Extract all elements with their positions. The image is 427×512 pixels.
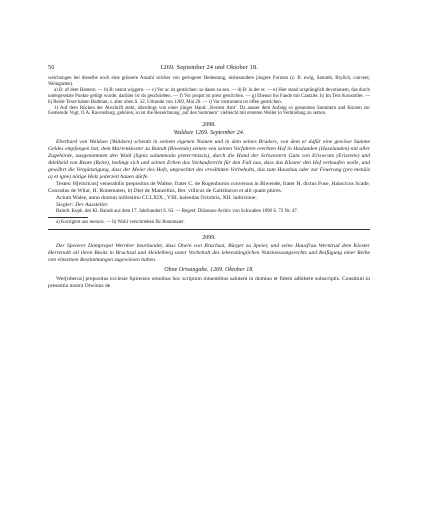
sigler-line-2098 <box>48 202 370 209</box>
dateline-2098: Waldsee 1269. September 24. <box>173 130 245 137</box>
section-divider <box>48 229 370 230</box>
sigler-label: Siegler: <box>56 202 74 209</box>
actum-2098: Actum Walse, anno domini millesimo CCLXIX., VIII. kalendas Octobris, XII. indictione. <box>56 195 257 202</box>
dateline-2099: Ohne Ortsangabe. 1269. Oktober 18. <box>164 267 254 274</box>
running-title: 1269. September 24 und Oktober 18. <box>159 64 258 71</box>
footnote-continuation: weichungen bei dieselbe noch eine grössere Anzahl solcher von geringerer Bedeutung, insbesondere jüngere Formen (z. B. ewig, Sarumb, Brylich, convent, Weingarten). <box>48 76 370 87</box>
page-body <box>48 76 370 290</box>
footnote-numbered: 1) Auf dem Rücken der Abschrift steht, allerdings von einer jünger Hand: ‚Kerrest Amt‘. Da ausser dem Anfang so genannten Summern und Kurzen zur Gemeinde Vogt, O.A. Ravensburg, gehören, so ist die Bezeichnung ‚auf den Summern‘ vielleicht mit ersteren Weiler in Verbindung zu setzen. <box>48 105 370 117</box>
running-header <box>48 64 370 74</box>
regest-2099: Der Speierer Dompropst Wernher beurkundet, dass Otwin von Bruchsal, Bürger zu Speier, und seine Hausfrau Werntrud dem Kloster Herrenalb all ihren Besitz in Bruchsal und Heidelberg unter Vorbehalt des lebenslänglichen Nutzniessungsrechts und Beifügung einer Reihe von einzelnen Bestimmungen zugewiesen haben. <box>48 243 370 264</box>
footnote-variants: a) B: of dem Hamern. — b) B: nennt wiggern. — c) Vor ac ist gestrichen: so dases zu sen. — d) B: in der er. — e) Hier stand ursprünglich devotionem, das durch untergesetzte Punkte getilgt wurde; darüber ist dn geschrieben. — f) Vor propst ist prest gestrichen. — g) Ebenso bis Fande mit Cantzler. h) Im Text Konstoller. — b) Beide Texte haben Bodman; s. aber oben S. 32, Urkunde von 1269, Mai 26. — i) Vor instrument ist offen gestrichen. <box>48 87 371 105</box>
regest-2098: Eberhard von Waldsee (Waldsee) schenkt in seinem eigenen Namen und in dem seines Bruders, von dem er dafür eine gewisse Summe Geldes empfangen hat, dem Marienkloster zu Baindt (Biwende) seinen von seinen Vorfahren ererbten Hof in Haslanden (Haselanden) mit aller Zugehörde, ausgenommen den Wald (lignis solummodo preterrmissis), durch die Hand der Schwestern Guta von Eriswrate (Erisreite) und Adelheid von Reute (Reite), bedingt sich und seinen Erben das Vorkaufsrecht für den Fall aus, dass das Kloster den Hof verkaufen wolle, und gewährt die Vergünstigung, dass der Meier des Hofs, ungeachtet des erwähnten Vorbehalts, das zum Hausbau oder zur Feuerung (pro menûis a) et igne) nötige Holz jederzeit hauen dürfe. <box>48 139 370 181</box>
document-number-2099: 2099. <box>202 235 216 242</box>
text-notes-2098: a) Korrigiert aus menois. — b) Wohl verschrieben für Ronemaier. <box>56 220 185 226</box>
document-number-2098: 2098. <box>202 122 216 129</box>
text-2099: Wer[nherus] prepositus ecclesie Spirensis omnibus hoc scriptum intuentibus salutem in domino et fidem adhibere subscriptis. Constituti in presentia nostra Otwinus de <box>48 276 370 290</box>
sigler-value: Der Aussteller. <box>75 202 109 209</box>
witness-list-2098: Testes: H[einricus] venerabilis prepositus de Waltse, frater C. de Rogenburon conversus in Biwende, frater H. dictus Fuse, Haincicus Scade, Conradus de Wilar, H. Ronematen, b) Diet de Manzelins, Ber. villicus de Gaitzburon et alii quam plures. <box>48 181 370 195</box>
page-number: 50 <box>48 64 55 71</box>
source-note-2098: Baindt. Kopb. des Kl. Baindt aus dem 17. Jahrhundert S. 63. — Regest: Diözesan-Archiv von Schwaben 1890 S. 72 Nr. 47. <box>56 209 298 215</box>
footnote-rule <box>48 217 88 218</box>
